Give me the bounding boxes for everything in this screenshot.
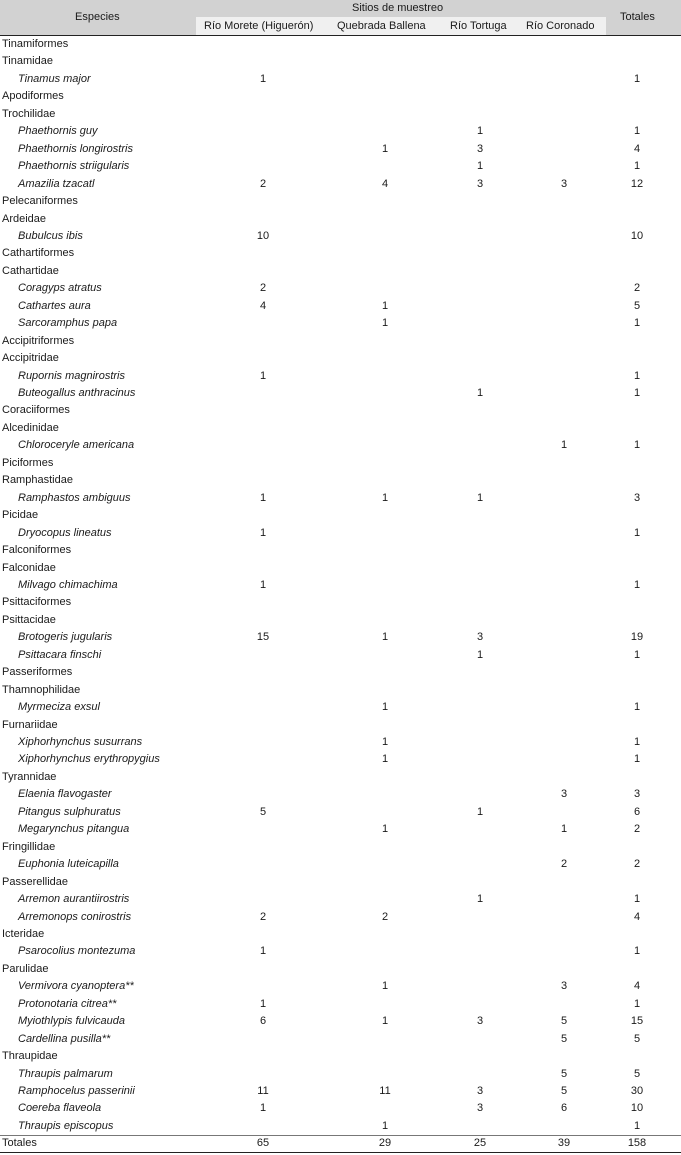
species-name: Buteogallus anthracinus bbox=[18, 387, 136, 399]
group-row bbox=[0, 542, 681, 559]
species-name: Psarocolius montezuma bbox=[18, 945, 136, 958]
row-label: Ramphastidae bbox=[2, 474, 73, 487]
group-row bbox=[0, 874, 681, 891]
header-site-1: Río Morete (Higuerón) bbox=[204, 20, 314, 32]
site-count-4: 5 bbox=[560, 1032, 568, 1045]
table-row bbox=[0, 228, 681, 245]
species-name: Pitangus sulphuratus bbox=[18, 805, 121, 818]
site-count-4: 3 bbox=[560, 177, 568, 190]
table-row bbox=[0, 525, 681, 542]
row-label: Parulidae bbox=[2, 962, 49, 975]
site-count-1: 4 bbox=[259, 299, 267, 312]
site-count-3: 1 bbox=[476, 648, 484, 661]
row-label: Falconiformes bbox=[2, 544, 72, 557]
species-name: Chloroceryle americana bbox=[18, 439, 135, 452]
group-row bbox=[0, 961, 681, 978]
row-total: 5 bbox=[633, 1032, 641, 1045]
species-name: Myiothlypis fulvicauda bbox=[18, 1015, 125, 1028]
species-name: Brotogeris jugularis bbox=[18, 631, 113, 644]
row-total: 4 bbox=[633, 142, 641, 155]
row-label: Psittaciformes bbox=[2, 596, 72, 609]
group-row bbox=[0, 612, 681, 629]
row-total: 1 bbox=[633, 72, 641, 85]
table-row bbox=[0, 751, 681, 768]
row-total: 158 bbox=[627, 1137, 647, 1150]
species-name: Phaethornis longirostris bbox=[18, 142, 133, 155]
row-total: 1 bbox=[633, 387, 641, 399]
species-name: Psittacara finschi bbox=[18, 648, 102, 661]
species-name: Myrmeciza exsul bbox=[18, 701, 100, 714]
species-name: Milvago chimachima bbox=[18, 578, 118, 591]
row-total: 12 bbox=[630, 177, 644, 190]
site-count-1: 5 bbox=[259, 805, 267, 818]
row-label: Tyrannidae bbox=[2, 770, 57, 783]
site-count-2: 1 bbox=[381, 823, 389, 836]
table-row bbox=[0, 298, 681, 315]
table-row bbox=[0, 123, 681, 140]
species-name: Ramphocelus passerinii bbox=[18, 1085, 135, 1097]
table-row bbox=[0, 315, 681, 332]
row-total: 1 bbox=[633, 736, 641, 748]
row-label: Accipitriformes bbox=[2, 334, 75, 347]
species-name: Cardellina pusilla** bbox=[18, 1032, 111, 1045]
table-row bbox=[0, 804, 681, 821]
table-row bbox=[0, 1100, 681, 1117]
species-name: Xiphorhynchus susurrans bbox=[18, 736, 143, 748]
species-name: Sarcoramphus papa bbox=[18, 317, 118, 330]
row-label: Cathartidae bbox=[2, 264, 59, 277]
site-count-4: 3 bbox=[560, 788, 568, 801]
row-total: 4 bbox=[633, 980, 641, 993]
species-name: Amazilia tzacatl bbox=[18, 177, 95, 190]
group-row bbox=[0, 333, 681, 350]
row-total: 2 bbox=[633, 858, 641, 871]
table-row bbox=[0, 368, 681, 385]
site-count-2: 2 bbox=[381, 910, 389, 923]
site-count-4: 2 bbox=[560, 858, 568, 871]
site-count-2: 11 bbox=[379, 1085, 391, 1097]
site-count-4: 5 bbox=[560, 1085, 568, 1097]
site-count-1: 2 bbox=[259, 282, 267, 295]
site-count-4: 5 bbox=[560, 1015, 568, 1028]
row-total: 4 bbox=[633, 910, 641, 923]
table-row bbox=[0, 141, 681, 158]
species-name: Ramphastos ambiguus bbox=[18, 491, 131, 504]
species-name: Tinamus major bbox=[18, 72, 91, 85]
table-row bbox=[0, 1118, 681, 1135]
species-name: Phaethornis striigularis bbox=[18, 160, 130, 173]
species-name: Cathartes aura bbox=[18, 299, 91, 312]
site-count-4: 6 bbox=[560, 1102, 568, 1115]
row-total: 30 bbox=[630, 1085, 644, 1097]
species-name: Thraupis palmarum bbox=[18, 1067, 113, 1080]
row-label: Passerellidae bbox=[2, 875, 69, 888]
header-site-2: Quebrada Ballena bbox=[337, 20, 426, 32]
row-total: 2 bbox=[633, 282, 641, 295]
site-count-4: 3 bbox=[560, 980, 568, 993]
group-row bbox=[0, 420, 681, 437]
site-count-2: 1 bbox=[381, 142, 389, 155]
table-row bbox=[0, 786, 681, 803]
table-row bbox=[0, 71, 681, 88]
group-row bbox=[0, 402, 681, 419]
row-total: 2 bbox=[633, 823, 641, 836]
site-count-2: 1 bbox=[381, 631, 389, 644]
row-total: 3 bbox=[633, 788, 641, 801]
group-row bbox=[0, 472, 681, 489]
row-total: 10 bbox=[630, 1102, 644, 1115]
group-row bbox=[0, 507, 681, 524]
row-label: Piciformes bbox=[2, 456, 54, 469]
table-row bbox=[0, 490, 681, 507]
table-row bbox=[0, 1066, 681, 1083]
species-name: Megarynchus pitangua bbox=[18, 823, 130, 836]
group-row bbox=[0, 664, 681, 681]
row-label: Apodiformes bbox=[2, 90, 64, 103]
group-row bbox=[0, 88, 681, 105]
group-row bbox=[0, 53, 681, 70]
row-total: 1 bbox=[633, 160, 641, 173]
site-count-3: 3 bbox=[476, 142, 484, 155]
site-count-2: 1 bbox=[381, 1015, 389, 1028]
row-label: Furnariidae bbox=[2, 718, 58, 731]
group-row bbox=[0, 594, 681, 611]
site-count-2: 1 bbox=[381, 491, 389, 504]
row-total: 3 bbox=[633, 491, 641, 504]
species-name: Elaenia flavogaster bbox=[18, 788, 112, 801]
row-label: Thamnophilidae bbox=[2, 683, 81, 696]
site-count-4: 1 bbox=[560, 439, 568, 452]
site-count-3: 1 bbox=[476, 160, 484, 173]
row-label: Pelecaniformes bbox=[2, 195, 78, 208]
row-total: 1 bbox=[633, 945, 641, 958]
group-row bbox=[0, 1048, 681, 1065]
group-row bbox=[0, 560, 681, 577]
group-row bbox=[0, 769, 681, 786]
species-name: Vermivora cyanoptera** bbox=[18, 980, 134, 993]
group-row bbox=[0, 36, 681, 53]
group-row bbox=[0, 682, 681, 699]
table-row bbox=[0, 856, 681, 873]
site-count-3: 3 bbox=[476, 1085, 484, 1097]
row-label: Thraupidae bbox=[2, 1050, 58, 1063]
site-count-2: 1 bbox=[381, 980, 389, 993]
site-count-2: 1 bbox=[381, 299, 389, 312]
table-row bbox=[0, 629, 681, 646]
site-count-4: 5 bbox=[560, 1067, 568, 1080]
site-count-3: 1 bbox=[476, 125, 484, 138]
site-count-3: 3 bbox=[476, 177, 484, 190]
site-count-4: 39 bbox=[557, 1137, 571, 1150]
site-count-1: 1 bbox=[259, 369, 267, 382]
header-totals: Totales bbox=[620, 11, 655, 23]
row-total: 1 bbox=[633, 893, 641, 906]
table-row bbox=[0, 385, 681, 402]
table-row bbox=[0, 699, 681, 716]
table-row bbox=[0, 1083, 681, 1100]
table-row bbox=[0, 577, 681, 594]
site-count-4: 1 bbox=[560, 823, 568, 836]
row-total: 1 bbox=[633, 1119, 641, 1132]
table-row bbox=[0, 1013, 681, 1030]
bottom-rule bbox=[0, 1152, 681, 1153]
row-total: 1 bbox=[633, 526, 641, 539]
row-label: Psittacidae bbox=[2, 613, 56, 626]
row-total: 5 bbox=[633, 299, 641, 312]
row-label: Coraciiformes bbox=[2, 404, 70, 417]
row-label: Trochilidae bbox=[2, 107, 56, 120]
species-name: Dryocopus lineatus bbox=[18, 526, 112, 539]
row-label: Falconidae bbox=[2, 561, 56, 574]
row-total: 5 bbox=[633, 1067, 641, 1080]
table-row bbox=[0, 158, 681, 175]
species-name: Xiphorhynchus erythropygius bbox=[18, 753, 160, 766]
row-label: Passeriformes bbox=[2, 666, 73, 679]
site-count-1: 1 bbox=[259, 491, 267, 504]
header-species: Especies bbox=[75, 11, 120, 23]
species-name: Thraupis episcopus bbox=[18, 1119, 114, 1132]
species-name: Coereba flaveola bbox=[18, 1102, 102, 1115]
site-count-2: 1 bbox=[381, 753, 389, 766]
group-row bbox=[0, 211, 681, 228]
site-count-1: 6 bbox=[259, 1015, 267, 1028]
site-count-1: 1 bbox=[259, 945, 267, 958]
group-row bbox=[0, 193, 681, 210]
table-row bbox=[0, 891, 681, 908]
site-count-1: 2 bbox=[259, 177, 267, 190]
group-row bbox=[0, 350, 681, 367]
site-count-1: 65 bbox=[256, 1137, 270, 1150]
row-total: 1 bbox=[633, 317, 641, 330]
row-label: Tinamidae bbox=[2, 55, 53, 68]
species-name: Euphonia luteicapilla bbox=[18, 858, 119, 871]
site-count-3: 3 bbox=[476, 1102, 484, 1115]
row-total: 1 bbox=[633, 439, 641, 452]
site-count-1: 2 bbox=[259, 910, 267, 923]
site-count-3: 3 bbox=[476, 1015, 484, 1028]
site-count-3: 1 bbox=[476, 387, 484, 399]
site-count-1: 1 bbox=[259, 72, 267, 85]
species-name: Coragyps atratus bbox=[18, 282, 102, 295]
species-name: Bubulcus ibis bbox=[18, 229, 83, 242]
row-label: Totales bbox=[2, 1137, 37, 1150]
table-row bbox=[0, 280, 681, 297]
site-count-1: 1 bbox=[259, 1102, 267, 1115]
site-count-3: 3 bbox=[476, 631, 484, 644]
row-total: 1 bbox=[633, 701, 641, 714]
row-total: 1 bbox=[633, 648, 641, 661]
species-name: Rupornis magnirostris bbox=[18, 369, 125, 382]
header-sampling-sites: Sitios de muestreo bbox=[352, 2, 444, 14]
species-name: Phaethornis guy bbox=[18, 125, 98, 138]
site-count-3: 25 bbox=[473, 1137, 487, 1150]
row-label: Icteridae bbox=[2, 927, 45, 940]
row-total: 10 bbox=[630, 229, 644, 242]
site-count-2: 1 bbox=[381, 736, 389, 748]
site-count-3: 1 bbox=[476, 805, 484, 818]
site-count-1: 1 bbox=[259, 578, 267, 591]
group-row bbox=[0, 839, 681, 856]
row-label: Cathartiformes bbox=[2, 247, 75, 260]
row-total: 1 bbox=[633, 369, 641, 382]
species-name: Arremonops conirostris bbox=[18, 910, 132, 923]
row-total: 1 bbox=[633, 125, 641, 138]
site-count-1: 1 bbox=[259, 997, 267, 1010]
header-site-4: Río Coronado bbox=[526, 20, 595, 32]
site-count-2: 1 bbox=[381, 317, 389, 330]
table-row bbox=[0, 943, 681, 960]
totals-rule bbox=[0, 1135, 681, 1136]
group-row bbox=[0, 717, 681, 734]
table-row bbox=[0, 647, 681, 664]
row-total: 1 bbox=[633, 753, 641, 766]
table-row bbox=[0, 909, 681, 926]
site-count-3: 1 bbox=[476, 893, 484, 906]
species-name: Protonotaria citrea** bbox=[18, 997, 117, 1010]
table-row bbox=[0, 734, 681, 751]
group-row bbox=[0, 263, 681, 280]
row-label: Picidae bbox=[2, 509, 39, 522]
row-label: Accipitridae bbox=[2, 352, 59, 365]
header-site-3: Río Tortuga bbox=[450, 20, 507, 32]
totals-row bbox=[0, 1135, 681, 1152]
table-row bbox=[0, 1031, 681, 1048]
row-label: Tinamiformes bbox=[2, 38, 69, 50]
row-total: 1 bbox=[633, 578, 641, 591]
site-count-1: 10 bbox=[256, 229, 270, 242]
group-row bbox=[0, 245, 681, 262]
table-row bbox=[0, 821, 681, 838]
group-row bbox=[0, 106, 681, 123]
site-count-1: 11 bbox=[257, 1085, 269, 1097]
site-count-2: 1 bbox=[381, 701, 389, 714]
table-row bbox=[0, 978, 681, 995]
group-row bbox=[0, 926, 681, 943]
group-row bbox=[0, 455, 681, 472]
row-total: 6 bbox=[633, 805, 641, 818]
row-label: Alcedinidae bbox=[2, 421, 59, 434]
site-count-2: 4 bbox=[381, 177, 389, 190]
row-total: 19 bbox=[630, 631, 644, 644]
row-total: 15 bbox=[630, 1015, 644, 1028]
table-row bbox=[0, 176, 681, 193]
site-count-3: 1 bbox=[476, 491, 484, 504]
row-total: 1 bbox=[633, 997, 641, 1010]
species-name: Arremon aurantiirostris bbox=[18, 893, 130, 906]
site-count-2: 1 bbox=[381, 1119, 389, 1132]
table-row bbox=[0, 996, 681, 1013]
site-count-1: 1 bbox=[259, 526, 267, 539]
site-count-2: 29 bbox=[378, 1137, 392, 1150]
site-count-1: 15 bbox=[256, 631, 270, 644]
table-row bbox=[0, 437, 681, 454]
row-label: Fringillidae bbox=[2, 840, 56, 853]
table-header bbox=[0, 0, 681, 35]
row-label: Ardeidae bbox=[2, 212, 47, 225]
